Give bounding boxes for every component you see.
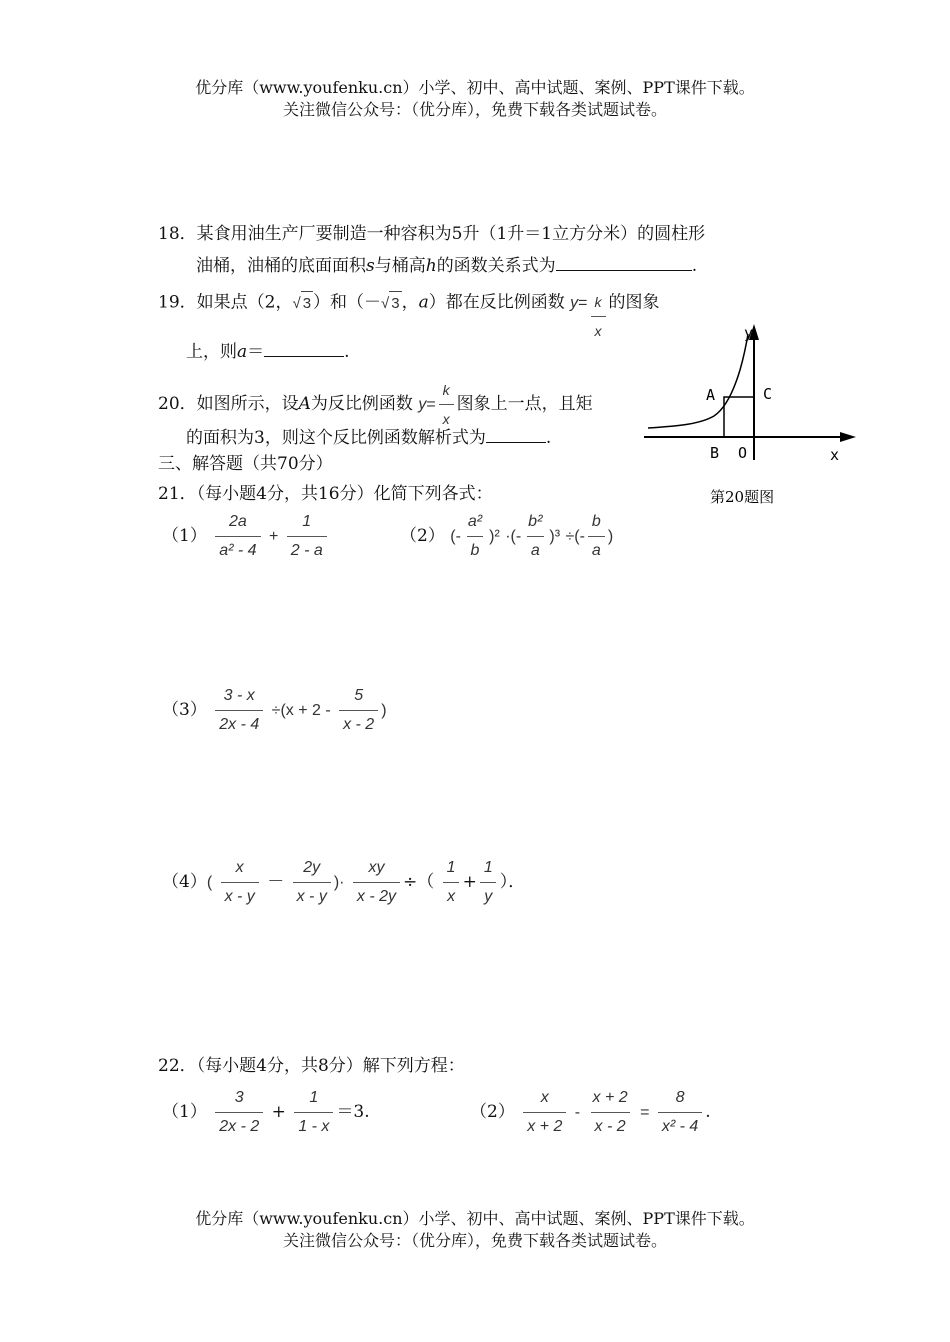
q19-text-f: 上，则: [186, 342, 237, 362]
label-A: A: [706, 386, 716, 404]
q21-3-frac-a: $\frac{3 - x}{2x - 4}$: [215, 684, 263, 737]
q21-2-close: ): [607, 528, 614, 545]
q22-2-frac-c: $\frac{8}{\text{x² - 4}}$: [658, 1086, 702, 1139]
q21-4-frac-c: $\frac{xy}{x - 2y}$: [353, 856, 400, 909]
x-axis-arrow: [840, 432, 856, 442]
q19-text-b: ）和（－: [313, 292, 382, 313]
q21-label-1: （1）: [162, 526, 207, 546]
q18-line-2: [196, 252, 697, 278]
q21-2-frac-a: $\frac{\text{a²}}{b}$: [464, 510, 486, 563]
q22-label-1: （1）: [162, 1102, 207, 1122]
q18-text-c: 的函数关系式为: [436, 256, 556, 276]
func-eq: =: [578, 294, 588, 312]
q20-period: .: [545, 428, 552, 448]
var-h: h: [425, 256, 437, 276]
q21-label-2: （2）: [400, 526, 445, 546]
q21-1-plus: +: [268, 528, 279, 545]
q19-period: .: [344, 342, 350, 362]
q21-part-4: [162, 856, 525, 909]
q22-title: 22．（每小题4分，共8分）解下列方程：: [158, 1056, 465, 1076]
fraction-k-over-x-2: $\frac{k}{x}$: [439, 378, 454, 431]
q18-text-b: 与桶高: [374, 256, 426, 276]
q21-2-frac-c: $\frac{b}{a}$: [588, 510, 605, 563]
q19-line-1: [158, 290, 660, 339]
header-line-2: 关注微信公众号：（优分库），免费下载各类试题试卷。: [282, 100, 667, 119]
q21-label-4: （4）: [162, 872, 207, 892]
q21-1-frac-a: $\frac{2a}{\text{a² - 4}}$: [215, 510, 260, 563]
q19-line-2: [186, 338, 350, 364]
q22-2-period: .: [705, 1102, 711, 1122]
q18-answer-blank[interactable]: [556, 252, 692, 271]
q22-part-2: [470, 1086, 711, 1139]
q21-2-div: ÷(-: [565, 528, 585, 545]
q22-label-2: （2）: [470, 1102, 515, 1122]
label-x: x: [830, 446, 840, 464]
q19-text-c: ，: [401, 292, 419, 313]
func-y: y: [570, 294, 579, 312]
q21-part-2: [400, 510, 613, 563]
var-s: s: [366, 256, 375, 276]
q21-part-3: [162, 684, 387, 737]
q19-text-g: ＝: [247, 342, 265, 362]
q22-1-rhs: ＝3.: [336, 1102, 370, 1122]
q21-3-close: ): [381, 702, 387, 719]
q20-text-b: 为反比例函数: [310, 394, 413, 414]
rectangle-ABOC: [724, 397, 754, 437]
var-a: a: [418, 292, 429, 313]
q21-4-mul: )·: [333, 874, 345, 891]
q19-text-d: ）都在反比例函数: [428, 292, 565, 313]
q21-3-frac-b: $\frac{5}{x - 2}$: [339, 684, 378, 737]
q21-4-frac-b: $\frac{2y}{x - y}$: [293, 856, 331, 909]
q21-2-pow-b: )³: [549, 528, 561, 545]
q19-text-e: 的图象: [608, 292, 660, 313]
q21-3-mid: ÷(x + 2 -: [271, 702, 331, 719]
q22-1-plus: +: [271, 1102, 286, 1122]
q21-2-open: (-: [450, 528, 461, 545]
q21-4-minus: －: [267, 872, 285, 892]
q21-part-1: [162, 510, 330, 563]
q21-4-open: (: [206, 874, 213, 891]
hyperbola-curve: [648, 334, 748, 428]
label-y: y: [744, 324, 754, 342]
q21-4-frac-e: $\frac{1}{y}$: [480, 856, 497, 909]
func-eq-2: =: [426, 396, 436, 413]
q20-text-a: 20．如图所示，设: [158, 394, 299, 414]
q21-2-pow-a: )²: [489, 528, 500, 545]
q21-4-plus: +: [462, 872, 477, 892]
q20-line-2: [186, 424, 551, 450]
section-3-title: 三、解答题（共70分）: [158, 454, 333, 474]
sqrt-3-b: √ 3: [381, 291, 402, 316]
q22-2-frac-a: $\frac{x}{x + 2}$: [523, 1086, 566, 1139]
q19-answer-blank[interactable]: [264, 338, 344, 357]
q21-2-mul: ·(-: [505, 528, 522, 545]
var-a-2: a: [237, 342, 248, 362]
func-y-2: y: [418, 396, 427, 413]
q22-1-frac-b: $\frac{1}{1 - x}$: [294, 1086, 333, 1139]
q22-2-minus: -: [574, 1104, 581, 1121]
q20-figure: [640, 320, 865, 520]
label-C: C: [763, 385, 773, 403]
footer-line-1: 优分库（www.youfenku.cn）小学、初中、高中试题、案例、PPT课件下载。: [195, 1209, 755, 1228]
q21-4-frac-d: $\frac{1}{x}$: [443, 856, 460, 909]
q20-answer-blank[interactable]: [486, 424, 546, 443]
label-O: O: [738, 444, 748, 462]
q22-2-frac-b: $\frac{x + 2}{x - 2}$: [589, 1086, 632, 1139]
q20-text-d: 的面积为3，则这个反比例函数解析式为: [186, 428, 486, 448]
figure-caption: 第20题图: [710, 488, 775, 506]
q21-4-close: ）．: [499, 872, 526, 892]
q22-2-eq: =: [640, 1104, 650, 1121]
q19-text-a: 19．如果点（2，: [158, 292, 293, 313]
q20-text-c: 图象上一点，且矩: [456, 394, 593, 414]
label-B: B: [710, 444, 720, 462]
q21-4-frac-a: $\frac{x}{x - y}$: [221, 856, 259, 909]
q18-line-1: 18．某食用油生产厂要制造一种容积为5升（1升＝1立方分米）的圆柱形: [158, 224, 706, 244]
q21-2-frac-b: $\frac{\text{b²}}{a}$: [524, 510, 546, 563]
fraction-k-over-x: $\frac{k}{x}$: [591, 290, 606, 316]
q21-label-3: （3）: [162, 700, 207, 720]
sqrt-3-a: √ 3: [292, 291, 313, 316]
q18-text-a: 油桶，油桶的底面面积: [196, 256, 366, 276]
q21-1-frac-b: $\frac{1}{2 - a}$: [287, 510, 327, 563]
q21-4-div: ÷（: [403, 872, 435, 892]
var-A: A: [298, 394, 311, 414]
header-line-1: 优分库（www.youfenku.cn）小学、初中、高中试题、案例、PPT课件下载。: [195, 78, 755, 97]
q22-1-frac-a: $\frac{3}{2x - 2}$: [215, 1086, 263, 1139]
q22-part-1: [162, 1086, 370, 1139]
footer-line-2: 关注微信公众号：（优分库），免费下载各类试题试卷。: [282, 1231, 667, 1250]
q18-period: .: [691, 256, 698, 276]
q21-title: 21．（每小题4分，共16分）化简下列各式：: [158, 484, 493, 504]
